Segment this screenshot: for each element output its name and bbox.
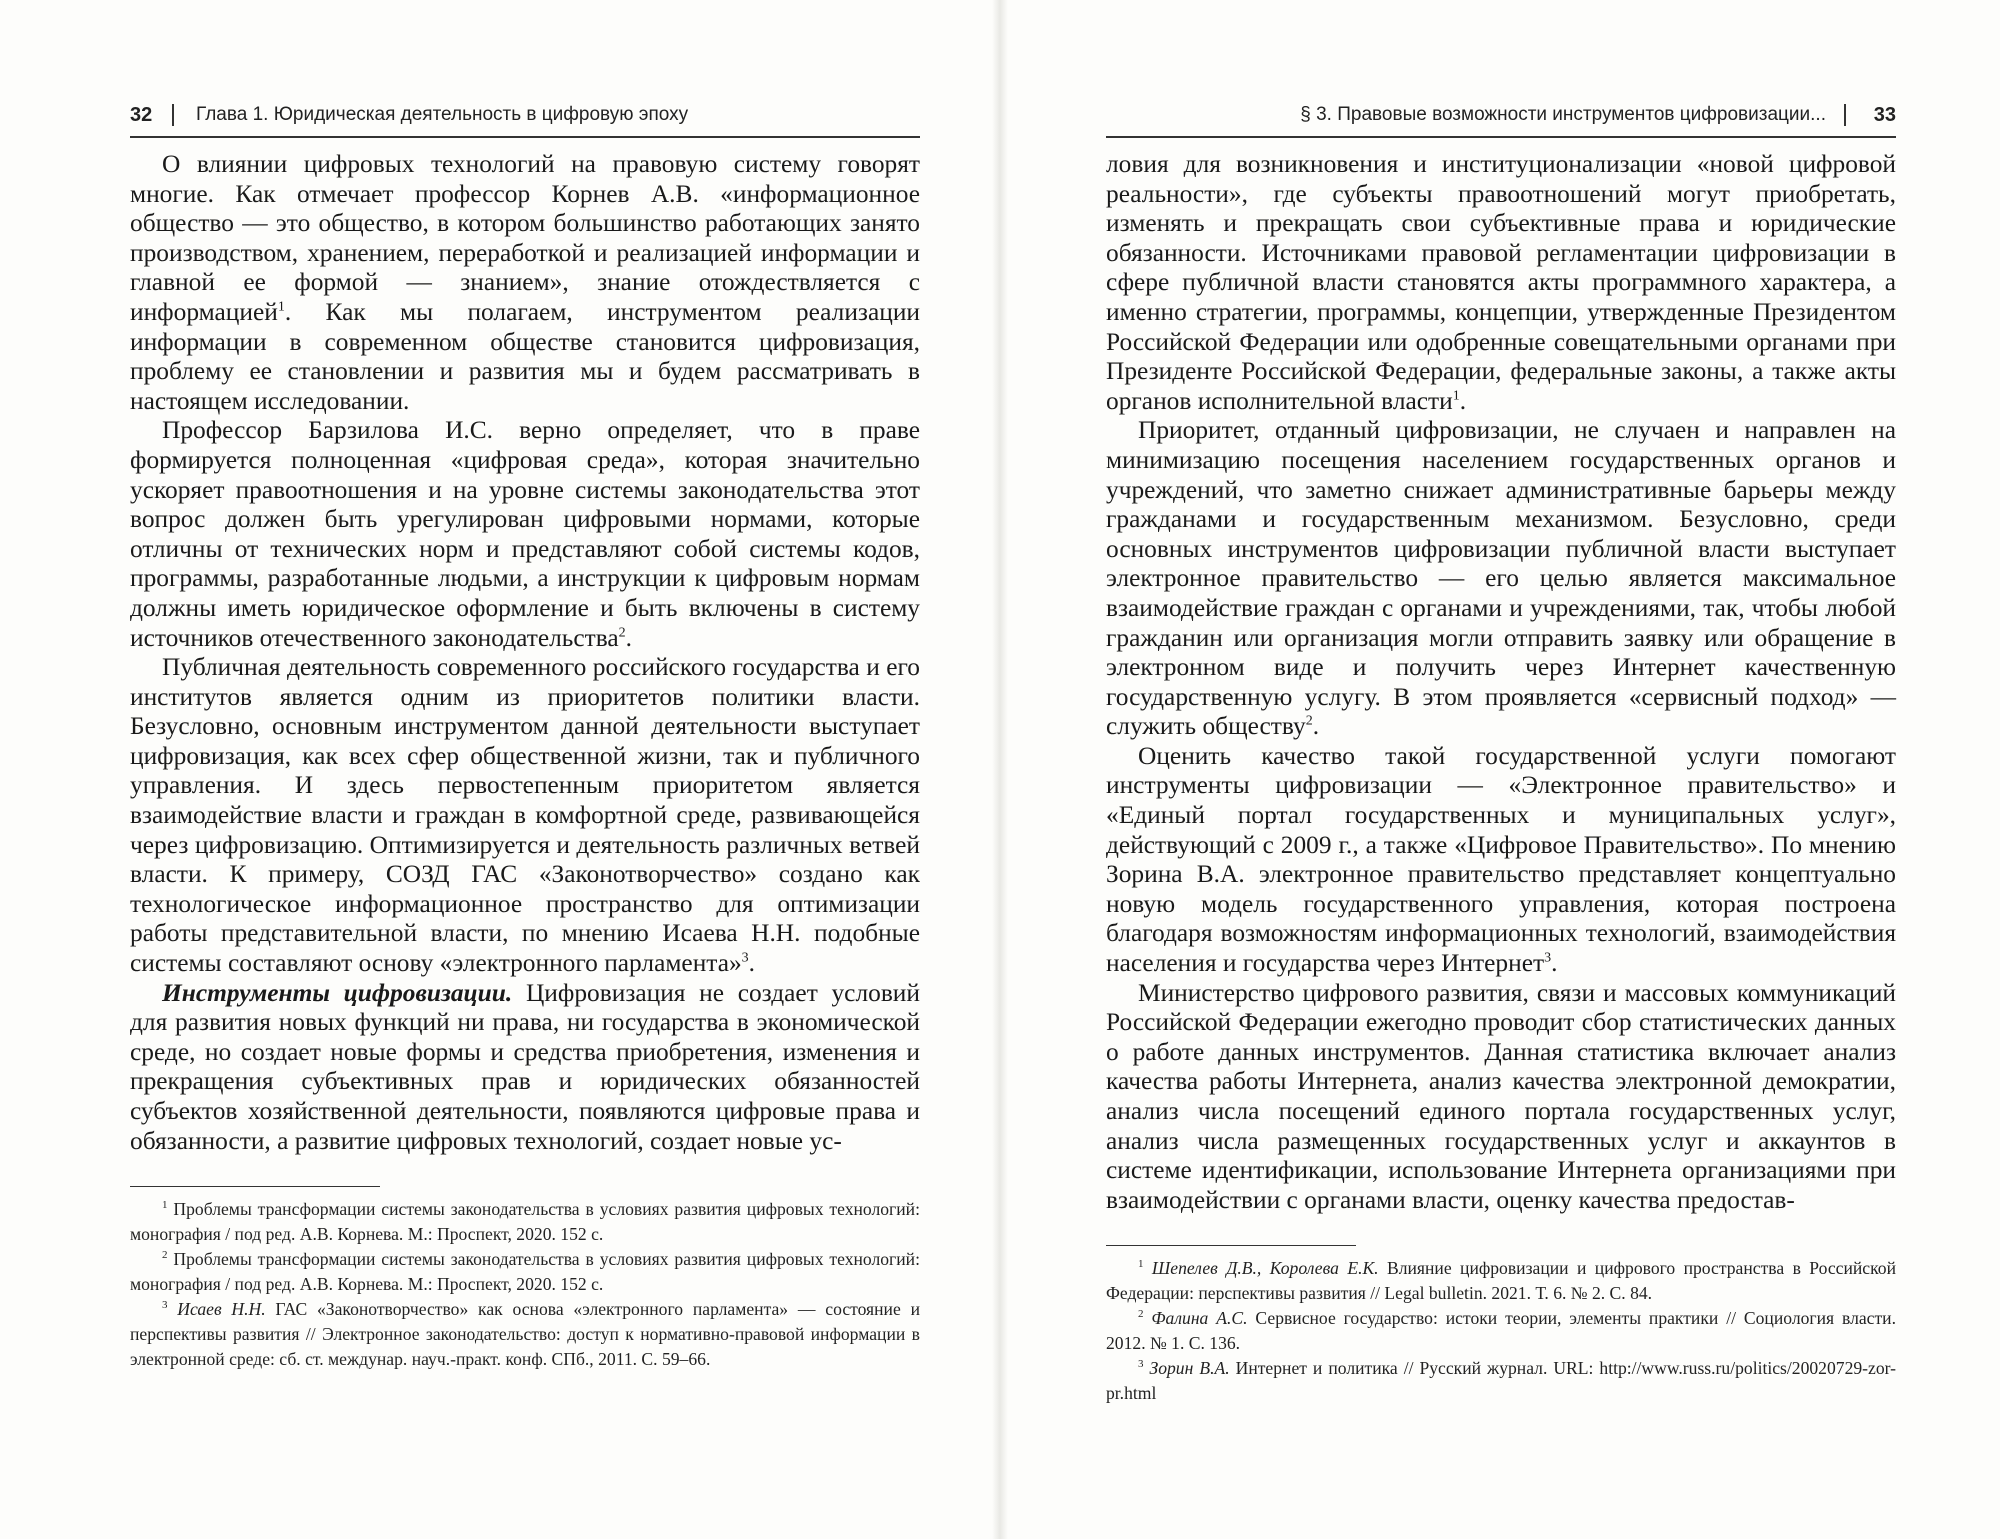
footnote-ref: 2 <box>1305 713 1313 729</box>
left-header-title: Глава 1. Юридическая деятельность в цифровую эпоху <box>196 104 689 125</box>
left-footnotes <box>130 1197 920 1372</box>
left-body-text <box>130 150 920 1156</box>
footnote-ref: 2 <box>618 625 626 641</box>
paragraph: Инструменты цифровизации. Цифровизация не создает условий для развития новых функций ни права, ни государства в экономической среде, но создает новые формы и средства приобретения, изменения и прекращения субъективных прав и юридических обязанностей субъектов хозяйственной деятельности, появляются цифровые права и обязанности, а развитие цифровых технологий, создает новые ус- <box>130 978 920 1155</box>
paragraph: Министерство цифрового развития, связи и массовых коммуникаций Российской Федерации ежегодно проводит сбор статистических данных о работе данных инструментов. Данная статистика включает анализ качества работы Интернета, анализ качества электронной демократии, анализ числа посещений единого портала государственных услуг, анализ числа размещенных государственных услуг и аккаунтов в системе идентификации, использование Интернета организациями при взаимодействии с органами власти, оценку качества предостав- <box>1106 978 1896 1214</box>
header-rule <box>130 136 920 138</box>
paragraph: О влиянии цифровых технологий на правовую систему говорят многие. Как отмечает профессор Корнев А.В. «информационное общество — это общество, в котором большинство работающих занято производством, хранением, переработкой и реализацией информации и главной ее формой — знанием», знание отождествляется с информацией$^1$. Как мы полагаем, инструментом реализации информации в современном обществе становится цифровизация, проблему ее становлении и развития мы и будем рассматривать в настоящем исследовании. <box>130 150 920 415</box>
header-separator <box>1844 104 1846 126</box>
right-page-number: 33 <box>1873 104 1896 126</box>
footnote: $^1$ Проблемы трансформации системы законодательства в условиях развития цифровых технологий: монография / под ред. А.В. Корнева. М.: Проспект, 2020. 152 с. <box>130 1199 920 1245</box>
paragraph: Приоритет, отданный цифровизации, не случаен и направлен на минимизацию посещения населением государственных органов и учреждений, что заметно снижает административные барьеры между гражданами и государственным механизмом. Безусловно, среди основных инструментов цифровизации публичной власти выступает электронное правительство — его целью является максимальное взаимодействие граждан с органами и учреждениями, так, чтобы любой гражданин или организация могли отправить заявку или обращение в электронном виде и получить через Интернет качественную государственную услугу. В этом проявляется «сервисный подход» — служить обществу$^2$. <box>1106 416 1896 741</box>
right-footnotes <box>1106 1256 1896 1406</box>
footnote-ref: 3 <box>1544 950 1552 966</box>
footnote-ref: 1 <box>277 299 285 315</box>
right-running-header <box>1106 96 1896 136</box>
footnote: $^2$ Фалина А.С. Сервисное государство: истоки теории, элементы практики // Социология власти. 2012. № 1. С. 136. <box>1106 1308 1896 1354</box>
paragraph: Профессор Барзилова И.С. верно определяет, что в праве формируется полноценная «цифровая среда», которая значительно ускоряет правоотношения и на уровне системы законодательства этот вопрос должен быть урегулирован цифровыми нормами, которые отличны от технических норм и представляют собой системы кодов, программы, разработанные людьми, а инструкции к цифровым нормам должны иметь юридическое оформление и быть включены в систему источников отечественного законодательства$^2$. <box>130 416 920 652</box>
footnote: $^2$ Проблемы трансформации системы законодательства в условиях развития цифровых технологий: монография / под ред. А.В. Корнева. М.: Проспект, 2020. 152 с. <box>130 1249 920 1295</box>
footnote-rule <box>1106 1245 1356 1246</box>
left-page-number: 32 <box>130 104 153 126</box>
footnote-rule <box>130 1186 380 1187</box>
header-rule <box>1106 136 1896 138</box>
header-separator <box>172 104 174 126</box>
footnote: $^3$ Зорин В.А. Интернет и политика // Русский журнал. URL: http://www.russ.ru/politics/20020729-zor-pr.html <box>1106 1358 1896 1404</box>
paragraph: ловия для возникновения и институционализации «новой цифровой реальности», где субъекты правоотношений могут приобретать, изменять и прекращать свои субъективные права и юридические обязанности. Источниками правовой регламентации цифровизации в сфере публичной власти становятся акты программного характера, а именно стратегии, программы, концепции, утвержденные Президентом Российской Федерации или одобренные совещательными органами при Президенте Российской Федерации, федеральные законы, а также акты органов исполнительной власти$^1$. <box>1106 150 1896 415</box>
footnote-ref: 1 <box>1452 388 1460 404</box>
footnote: $^1$ Шепелев Д.В., Королева Е.К. Влияние цифровизации и цифрового пространства в Российской Федерации: перспективы развития // Legal bulletin. 2021. Т. 6. № 2. С. 84. <box>1106 1258 1896 1304</box>
right-page <box>1106 96 1896 1406</box>
right-body-text <box>1106 150 1896 1215</box>
footnote: $^3$ Исаев Н.Н. ГАС «Законотворчество» как основа «электронного парламента» — состояние и перспективы развития // Электронное законодательство: доступ к нормативно-правовой информации в электронной среде: сб. ст. междунар. науч.-практ. конф. СПб., 2011. С. 59–66. <box>130 1299 920 1370</box>
section-lead: Инструменты цифровизации. <box>162 978 513 1007</box>
left-running-header <box>130 96 920 136</box>
right-header-title: § 3. Правовые возможности инструментов цифровизации... <box>1300 104 1826 125</box>
paragraph: Публичная деятельность современного российского государства и его институтов является одним из приоритетов политики власти. Безусловно, основным инструментом данной деятельности выступает цифровизация, как всех сфер общественной жизни, так и публичного управления. И здесь первостепенным приоритетом является взаимодействие власти и граждан в комфортной среде, развивающейся через цифровизацию. Оптимизируется и деятельность различных ветвей власти. К примеру, СОЗД ГАС «Законотворчество» создано как технологическое информационное пространство для оптимизации работы представительной власти, по мнению Исаева Н.Н. подобные системы составляют основу «электронного парламента»$^3$. <box>130 653 920 978</box>
paragraph: Оценить качество такой государственной услуги помогают инструменты цифровизации — «Электронное правительство» и «Единый портал государственных и муниципальных услуг», действующий с 2009 г., а также «Цифровое Правительство». По мнению Зорина В.А. электронное правительство представляет концептуально новую модель государственного управления, которая построена благодаря возможностям информационных технологий, взаимодействия населения и государства через Интернет$^3$. <box>1106 741 1896 978</box>
footnote-ref: 3 <box>741 950 749 966</box>
left-page <box>130 96 920 1372</box>
book-gutter <box>992 0 1008 1539</box>
